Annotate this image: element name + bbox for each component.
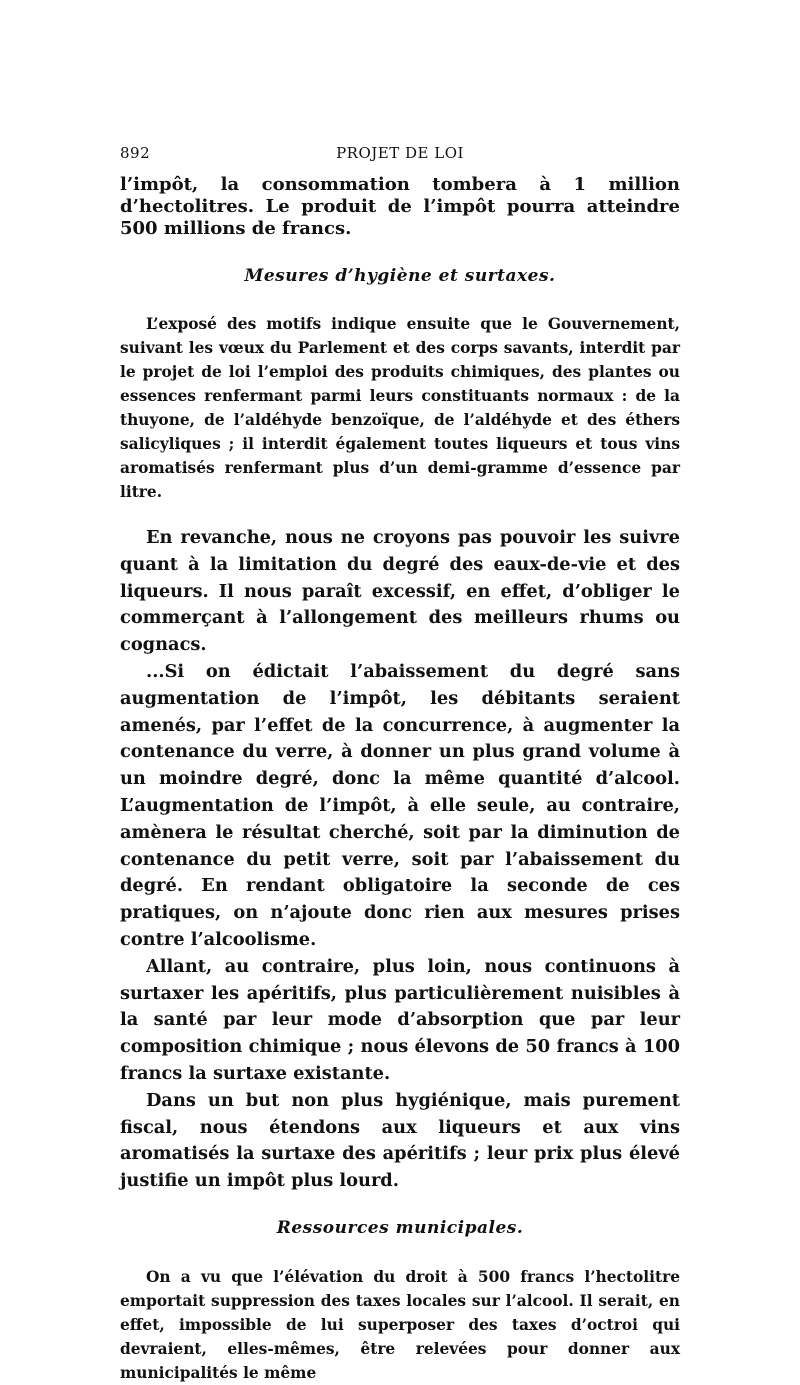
paragraph-aperitifs: Allant, au contraire, plus loin, nous continuons à surtaxer les apéritifs, plus particulièrement nuisibles à la santé par leur mode d’absorption que par leur composition chimique ; nous élevons de 50 francs à 100 francs la surtaxe existante. <box>120 955 680 1084</box>
section-heading-ressources: Ressources municipales. <box>276 1217 524 1238</box>
running-head <box>120 140 680 174</box>
intro-paragraph: l’impôt, la consommation tombera à 1 million d’hectolitres. Le produit de l’impôt pourra atteindre 500 millions de francs. <box>120 174 680 239</box>
paragraph-abaissement: ...Si on édictait l’abaissement du degré sans augmentation de l’impôt, les débitants seraient amenés, par l’effet de la concurrence, à augmenter la contenance du verre, à donner un plus grand volume à un moindre degré, donc la même quantité d’alcool. L’augmentation de l’impôt, à elle seule, au contraire, amènera le résultat cherché, soit par la diminution de contenance du petit verre, soit par l’abaissement du degré. En rendant obligatoire la seconde de ces pratiques, on n’ajoute donc rien aux mesures prises contre l’alcoolisme. <box>120 660 680 950</box>
paragraph-en-revanche: En revanche, nous ne croyons pas pouvoir les suivre quant à la limitation du degré des eaux-de-vie et des liqueurs. Il nous paraît excessif, en effet, d’obliger le commerçant à l’allongement des meilleurs rhums ou cognacs. <box>120 527 680 656</box>
page-number: 892 <box>120 144 151 162</box>
paragraph-but-fiscal: Dans un but non plus hygiénique, mais purement fiscal, nous étendons aux liqueurs et aux vins aromatisés la surtaxe des apéritifs ; leur prix plus élevé justifie un impôt plus lourd. <box>120 1089 680 1192</box>
book-page <box>120 140 680 1385</box>
section-heading-hygiene: Mesures d’hygiène et surtaxes. <box>244 266 556 286</box>
running-title: PROJET DE LOI <box>336 144 464 162</box>
paragraph-elevation-droit: On a vu que l’élévation du droit à 500 francs l’hectolitre emportait suppression des taxes locales sur l’alcool. Il serait, en effet, impossible de lui superposer des taxes d’octroi qui devraient, elles-mêmes, être relevées pour donner aux municipalités le même <box>120 1267 680 1382</box>
paragraph-expose-motifs: L’exposé des motifs indique ensuite que le Gouvernement, suivant les vœux du Parlement et des corps savants, interdit par le projet de loi l’emploi des produits chimiques, des plantes ou essences renfermant parmi leurs constituants normaux : de la thuyone, de l’aldéhyde benzoïque, de l’aldéhyde et des éthers salicyliques ; il interdit également toutes liqueurs et tous vins aromatisés renfermant plus d’un demi-gramme d’essence par litre. <box>120 315 680 501</box>
